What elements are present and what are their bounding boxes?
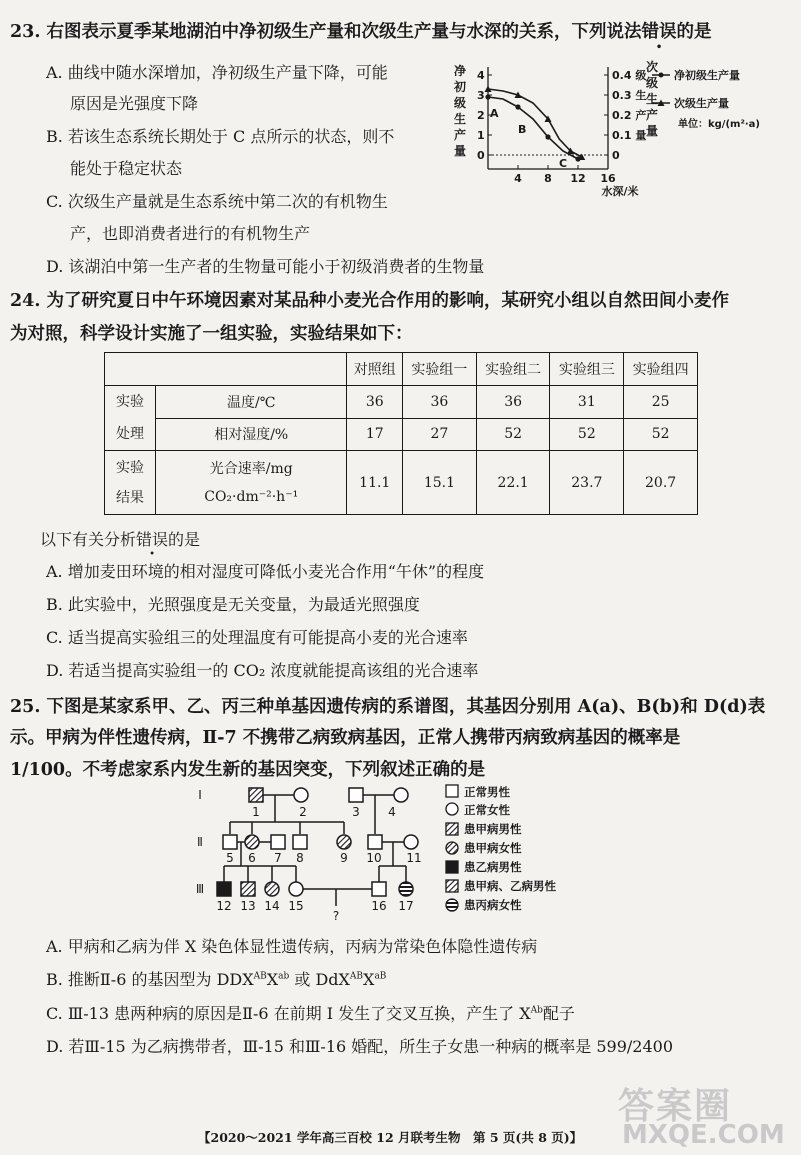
legend-symbol	[446, 880, 458, 892]
id-label: 9	[340, 851, 348, 865]
id-label: 7	[274, 851, 282, 865]
table-header-3: 实验组三	[550, 353, 624, 386]
legend-label: 患甲病、乙病男性	[464, 879, 556, 893]
humidity-cell: 27	[403, 418, 477, 451]
y-left-tick-label: 0	[477, 149, 485, 162]
temp-cell: 36	[347, 386, 403, 419]
q25-option-b: B. 推断Ⅱ-6 的基因型为 $DDX^{AB}X^{ab}$ 或 $DdX^{AB}X^{aB}$	[46, 970, 387, 989]
rate-cell: 20.7	[624, 451, 698, 515]
page-footer: 【2020～2021 学年高三百校 12 月联考生物 第 5 页(共 8 页)】	[198, 1130, 583, 1145]
q24-option-a: A. 增加麦田环境的相对湿度可降低小麦光合作用“午休”的程度	[46, 562, 485, 581]
x-tick-label: 12	[570, 172, 586, 185]
rate-cell: 23.7	[550, 451, 624, 515]
q24-option-c: C. 适当提高实验组三的处理温度有可能提高小麦的光合速率	[46, 628, 468, 647]
gen-label: Ⅰ	[198, 788, 202, 802]
q25-option-a: A. 甲病和乙病为伴 X 染色体显性遗传病，丙病为常染色体隐性遗传病	[46, 937, 538, 956]
point-label-b: B	[518, 123, 527, 136]
rate-cell: 11.1	[347, 451, 403, 515]
id-label: 1	[252, 805, 260, 819]
id-label: 14	[264, 899, 280, 913]
q23-option-a-cont: 原因是光强度下降	[70, 94, 199, 113]
id-label: 15	[288, 899, 304, 913]
y-right-tick-label: 0.2 产	[612, 109, 647, 122]
q23-option-c-cont: 产，也即消费者进行的有机物生产	[70, 224, 311, 243]
row-rate-label: 光合速率/mg CO₂·dm⁻²·h⁻¹	[156, 451, 347, 515]
legend-label: 患甲病男性	[464, 822, 522, 836]
id-label: 12	[216, 899, 232, 913]
legend-label: 次级生产量	[674, 97, 729, 110]
q23-stem: 23. 右图表示夏季某地湖泊中净初级生产量和次级生产量与水深的关系，下列说法错误的是	[10, 22, 712, 42]
series-line-0	[488, 97, 578, 159]
data-point	[545, 134, 550, 139]
table-group-result: 实验 结果	[105, 451, 156, 515]
q23-chart	[440, 55, 780, 205]
table-header-4: 实验组四	[624, 353, 698, 386]
id-label: 2	[299, 805, 307, 819]
legend-label: 净初级生产量	[674, 69, 740, 82]
q23-option-b-cont: 能处于稳定状态	[70, 159, 183, 178]
rate-cell: 15.1	[403, 451, 477, 515]
id-label: 17	[398, 899, 414, 913]
legend-label: 正常男性	[464, 785, 510, 799]
legend-marker	[659, 73, 664, 78]
y-left-tick-label: 2	[477, 109, 485, 122]
legend-label: 患甲病女性	[464, 841, 522, 855]
y-right-tick-label: 0.3 生	[612, 89, 647, 102]
q23-option-b: B. 若该生态系统长期处于 C 点所示的状态，则不	[46, 127, 395, 146]
x-tick-label: 16	[600, 172, 616, 185]
legend-symbol	[446, 823, 458, 835]
id-label: 16	[371, 899, 387, 913]
legend-symbol	[446, 803, 458, 815]
q23-option-d: D. 该湖泊中第一生产者的生物量可能小于初级消费者的生物量	[46, 257, 485, 276]
humidity-cell: 52	[624, 418, 698, 451]
x-tick-label: 8	[544, 172, 552, 185]
data-point	[515, 104, 520, 109]
id-label: 10	[366, 851, 382, 865]
id-label: 4	[388, 805, 396, 819]
id-label: 11	[406, 851, 422, 865]
temp-cell: 25	[624, 386, 698, 419]
q24-option-d: D. 若适当提高实验组一的 CO₂ 浓度就能提高该组的光合速率	[46, 661, 479, 680]
legend-label: 患丙病女性	[464, 898, 522, 912]
q23-option-a: A. 曲线中随水深增加，净初级生产量下降，可能	[46, 63, 388, 82]
temp-cell: 31	[550, 386, 624, 419]
q25-option-c: C. Ⅲ-13 患两种病的原因是Ⅱ-6 在前期 Ⅰ 发生了交叉互换，产生了 $X^{Ab}$配子	[46, 1004, 575, 1023]
y-right-tick-label: 0.1 量	[612, 129, 647, 142]
id-label: 6	[248, 851, 256, 865]
temp-cell: 36	[476, 386, 550, 419]
q25-pedigree	[190, 782, 610, 924]
id-label: 5	[226, 851, 234, 865]
point-label-c: C	[559, 157, 568, 170]
watermark-site: MXQE.COM	[622, 1120, 785, 1150]
humidity-cell: 17	[347, 418, 403, 451]
q25-option-d: D. 若Ⅲ-15 为乙病携带者，Ⅲ-15 和Ⅲ-16 婚配，所生子女患一种病的概率是 599/2400	[46, 1037, 674, 1056]
q24-stem-line2: 为对照，科学设计实施了一组实验，实验结果如下：	[10, 324, 413, 344]
q25-stem-line2: 示。甲病为伴性遗传病，Ⅱ-7 不携带乙病致病基因，正常人携带丙病致病基因的概率是	[10, 728, 681, 748]
y-right-axis-label: 次级生产量	[646, 60, 659, 138]
y-left-tick-label: 1	[477, 129, 485, 142]
y-left-tick-label: 4	[477, 69, 485, 82]
q24-results-table	[104, 352, 698, 515]
y-right-tick-label: 0	[612, 149, 620, 162]
row-humidity-label: 相对湿度/%	[156, 418, 347, 451]
legend-symbol	[446, 899, 458, 911]
temp-cell: 36	[403, 386, 477, 419]
id-label: 3	[352, 805, 360, 819]
x-tick-label: 4	[514, 172, 522, 185]
table-header-2: 实验组二	[476, 353, 550, 386]
legend-symbol	[446, 785, 458, 797]
q25-stem-line3: 1/100。不考虑家系内发生新的基因突变，下列叙述正确的是	[10, 760, 486, 780]
row-temp-label: 温度/℃	[156, 386, 347, 419]
table-group-treatment: 实验 处理	[105, 386, 156, 451]
legend-label: 患乙病男性	[464, 860, 522, 874]
id-label: 13	[240, 899, 256, 913]
point-label-a: A	[490, 107, 499, 120]
y-left-axis-label: 净初级生产量	[454, 64, 467, 158]
table-header-1: 实验组一	[403, 353, 477, 386]
watermark-logo: 答案圈	[618, 1086, 733, 1127]
humidity-cell: 52	[476, 418, 550, 451]
q24-option-b: B. 此实验中，光照强度是无关变量，为最适光照强度	[46, 595, 420, 614]
y-left-tick-label: 3	[477, 89, 485, 102]
q25-stem-line1: 25. 下图是某家系甲、乙、丙三种单基因遗传病的系谱图，其基因分别用 A(a)、B(b)和 D(d)表	[10, 697, 766, 717]
y-right-tick-label: 0.4 级	[612, 69, 647, 82]
q24-ask: 以下有关分析错误的是	[40, 530, 201, 549]
data-point	[485, 94, 490, 99]
id-label: 8	[296, 851, 304, 865]
legend-symbol	[446, 861, 458, 873]
legend-symbol	[446, 842, 458, 854]
q23-option-c: C. 次级生产量就是生态系统中第二次的有机物生	[46, 192, 388, 211]
gen-label: Ⅱ	[197, 835, 203, 849]
legend-label: 正常女性	[464, 803, 510, 817]
q24-stem-line1: 24. 为了研究夏日中午环境因素对某品种小麦光合作用的影响，某研究小组以自然田间小麦作	[10, 291, 730, 311]
humidity-cell: 52	[550, 418, 624, 451]
gen-label: Ⅲ	[195, 882, 205, 896]
x-axis-label: 水深/米	[601, 185, 639, 198]
rate-cell: 22.1	[476, 451, 550, 515]
table-header-0: 对照组	[347, 353, 403, 386]
table-corner	[105, 353, 347, 386]
unknown-child-label: ?	[332, 909, 340, 923]
chart-unit: 单位：kg/(m²·a)	[678, 119, 760, 130]
